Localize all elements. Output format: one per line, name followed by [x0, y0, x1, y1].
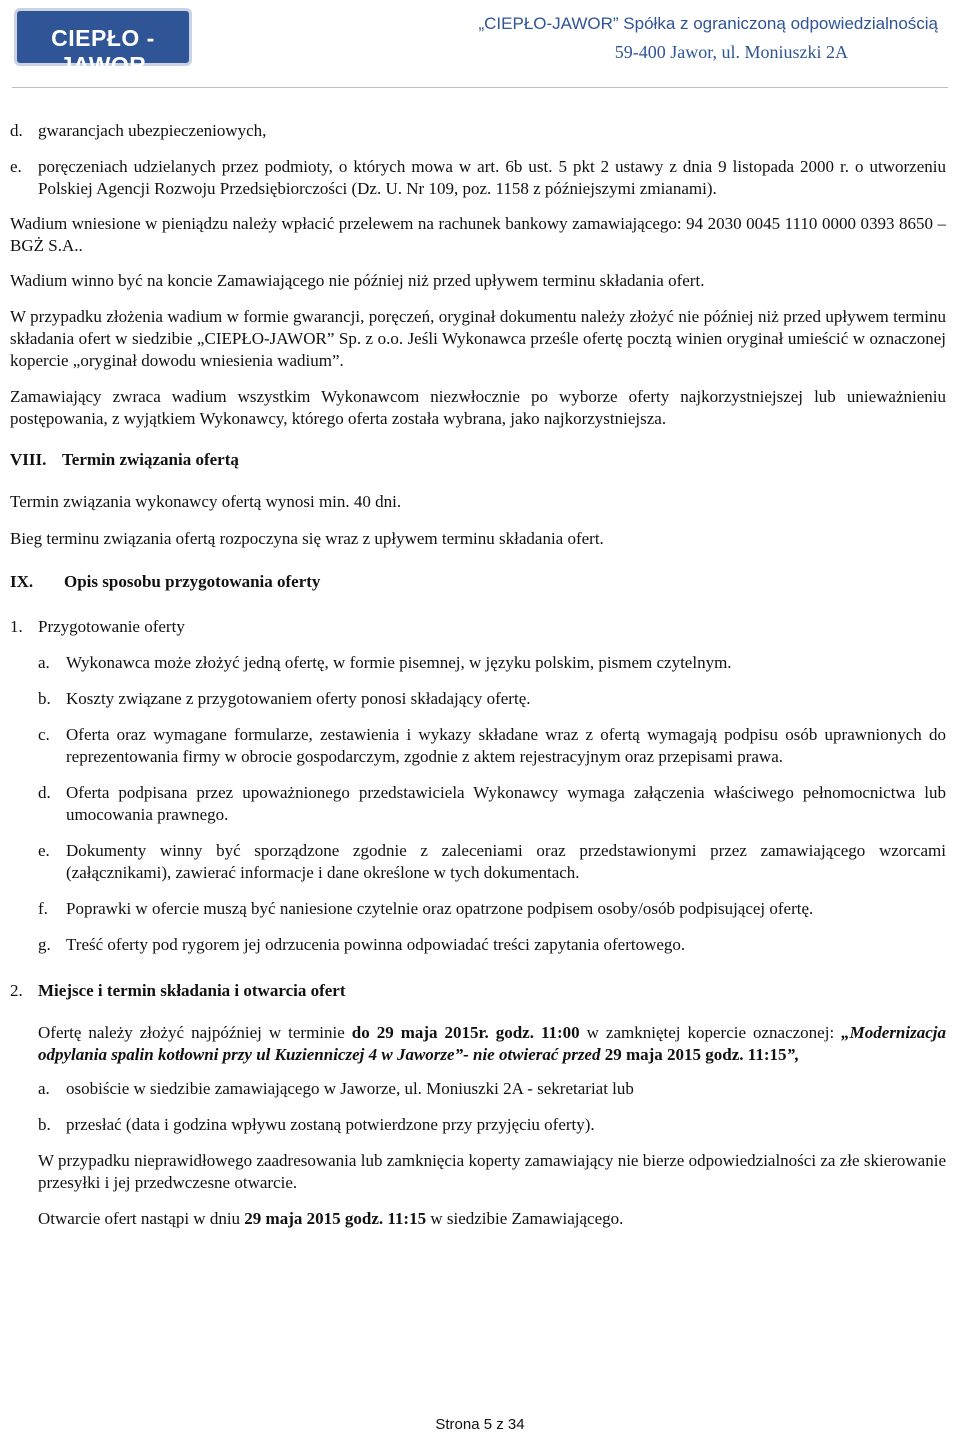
subsection-number: 1.: [10, 617, 23, 636]
subsection-heading: [10, 616, 946, 638]
list-marker: b.: [38, 1115, 51, 1134]
company-name: „CIEPŁO-JAWOR” Spółka z ograniczoną odpowiedzialnością: [478, 14, 938, 33]
list-marker: d.: [38, 783, 51, 802]
list-marker: f.: [38, 899, 48, 918]
deadline-date: do 29 maja 2015r. godz. 11:00: [351, 1023, 580, 1042]
paragraph-binding-start: Bieg terminu związania ofertą rozpoczyna się wraz z upływem terminu składania ofert.: [10, 529, 604, 548]
list-marker: g.: [38, 935, 51, 954]
list-marker: e.: [10, 157, 22, 176]
text-run: w siedzibie Zamawiającego.: [426, 1209, 624, 1228]
opening-datetime: 29 maja 2015 godz. 11:15: [244, 1209, 427, 1228]
list-text: Dokumenty winny być sporządzone zgodnie z zaleceniami oraz przedstawionymi przez zamawiającego wzorcami (załącznikami), zawierać informacje i dane określone w tych dokumentach.: [66, 841, 946, 882]
list-marker: e.: [38, 841, 50, 860]
list-item: [10, 156, 946, 200]
subsection-number: 2.: [10, 981, 23, 1000]
company-address: 59-400 Jawor, ul. Moniuszki 2A: [614, 42, 848, 62]
list-text: Treść oferty pod rygorem jej odrzucenia powinna odpowiadać treści zapytania ofertowego.: [66, 935, 686, 954]
text-run: Ofertę należy złożyć najpóźniej w terminie: [38, 1023, 352, 1042]
list-text: poręczeniach udzielanych przez podmioty, o których mowa w art. 6b ust. 5 pkt 2 ustawy z dnia 9 listopada 2000 r. o utworzeniu Polskiej Agencji Rozwoju Przedsiębiorczości (Dz. U. Nr 109, poz. 1158 z późniejszymi zmianami).: [38, 157, 946, 198]
list-text: Oferta oraz wymagane formularze, zestawienia i wykazy składane wraz z ofertą wymagają podpisu osób uprawnionych do reprezentowania firmy w obrocie gospodarczym, zgodnie z aktem rejestracyjnym oraz przepisami prawa.: [66, 725, 946, 766]
submission-block: [10, 1022, 946, 1230]
paragraph-wadium-guarantee: W przypadku złożenia wadium w formie gwarancji, poręczeń, oryginał dokumentu należy złożyć nie później niż przed upływem terminu składania ofert w siedzibie „CIEPŁO-JAWOR” Sp. z o.o. Jeśli Wykonawca prześle ofertę pocztą winien oryginał umieścić w oznaczonej kopercie „oryginał dowodu wniesienia wadium”.: [10, 307, 946, 370]
paragraph-opening: [38, 1208, 946, 1230]
document-body: [10, 120, 946, 1230]
list-text: Koszty związane z przygotowaniem oferty ponosi składający ofertę.: [66, 689, 531, 708]
list-text: osobiście w siedzibie zamawiającego w Jaworze, ul. Moniuszki 2A - sekretariat lub: [66, 1079, 634, 1098]
text-run: w zamkniętej kopercie oznaczonej:: [579, 1023, 842, 1042]
list-text: Wykonawca może złożyć jedną ofertę, w formie pisemnej, w języku polskim, pismem czytelnym.: [66, 653, 732, 672]
subsection-heading: [10, 980, 946, 1002]
company-logo: [14, 8, 192, 78]
list-item: [38, 840, 946, 884]
envelope-label-end: ”,: [786, 1045, 800, 1064]
offer-preparation-list: [10, 652, 946, 956]
list-item: [38, 724, 946, 768]
list-item: [38, 1114, 946, 1136]
section-number: VIII.: [10, 450, 47, 469]
list-marker: d.: [10, 121, 23, 140]
paragraph-wadium-account: Wadium winno być na koncie Zamawiającego nie później niż przed upływem terminu składania ofert.: [10, 271, 705, 290]
list-marker: b.: [38, 689, 51, 708]
list-text: przesłać (data i godzina wpływu zostaną potwierdzone przy przyjęciu oferty).: [66, 1115, 595, 1134]
section-heading-ix: [10, 571, 946, 593]
list-item: [38, 688, 946, 710]
envelope-label: „Modernizacja odpylania spalin kotłowni przy ul Kuzienniczej 4 w Jaworze”- nie otwierać przed: [38, 1023, 946, 1064]
opening-date: 29 maja 2015 godz. 11:15: [600, 1045, 787, 1064]
page-number: Strona 5 z 34: [435, 1416, 525, 1433]
list-item: [38, 782, 946, 826]
list-item: [38, 898, 946, 920]
paragraph-wadium-return: Zamawiający zwraca wadium wszystkim Wykonawcom niezwłocznie po wyborze oferty najkorzystniejszej lub unieważnieniu postępowania, z wyjątkiem Wykonawcy, którego oferta została wybrana, jako najkorzystniejsza.: [10, 387, 946, 428]
list-text: gwarancjach ubezpieczeniowych,: [38, 121, 267, 140]
list-item: [38, 1078, 946, 1100]
list-item: [38, 652, 946, 674]
paragraph-submission-deadline: [38, 1022, 946, 1066]
section-number: IX.: [10, 572, 34, 591]
list-text: Oferta podpisana przez upoważnionego przedstawiciela Wykonawcy wymaga załączenia właściwego pełnomocnictwa lub umocowania prawnego.: [66, 783, 946, 824]
subsection-title: Przygotowanie oferty: [38, 617, 185, 636]
paragraph-wadium-transfer: Wadium wniesione w pieniądzu należy wpłacić przelewem na rachunek bankowy zamawiającego: 94 2030 0045 1110 0000 0393 8650 – BGŻ S.A..: [10, 214, 946, 255]
subsection-title: Miejsce i termin składania i otwarcia ofert: [38, 981, 346, 1000]
paragraph-misaddressing: W przypadku nieprawidłowego zaadresowania lub zamknięcia koperty zamawiający nie bierze odpowiedzialności za złe skierowanie przesyłki i jej przedwczesne otwarcie.: [38, 1151, 946, 1192]
section-title: Opis sposobu przygotowania oferty: [64, 572, 321, 591]
header-divider: [12, 87, 948, 88]
list-marker: a.: [38, 1079, 50, 1098]
list-item: [10, 120, 946, 142]
list-marker: a.: [38, 653, 50, 672]
list-marker: c.: [38, 725, 50, 744]
page-header: [0, 0, 960, 88]
section-heading-viii: [10, 449, 946, 471]
list-text: Poprawki w ofercie muszą być naniesione czytelnie oraz opatrzone podpisem osoby/osób podpisującej ofertę.: [66, 899, 814, 918]
text-run: Otwarcie ofert nastąpi w dniu: [38, 1209, 245, 1228]
section-title: Termin związania ofertą: [62, 450, 239, 469]
paragraph-binding-period: Termin związania wykonawcy ofertą wynosi min. 40 dni.: [10, 492, 402, 511]
logo-text: CIEPŁO - JAWOR: [51, 25, 155, 78]
list-item: [38, 934, 946, 956]
